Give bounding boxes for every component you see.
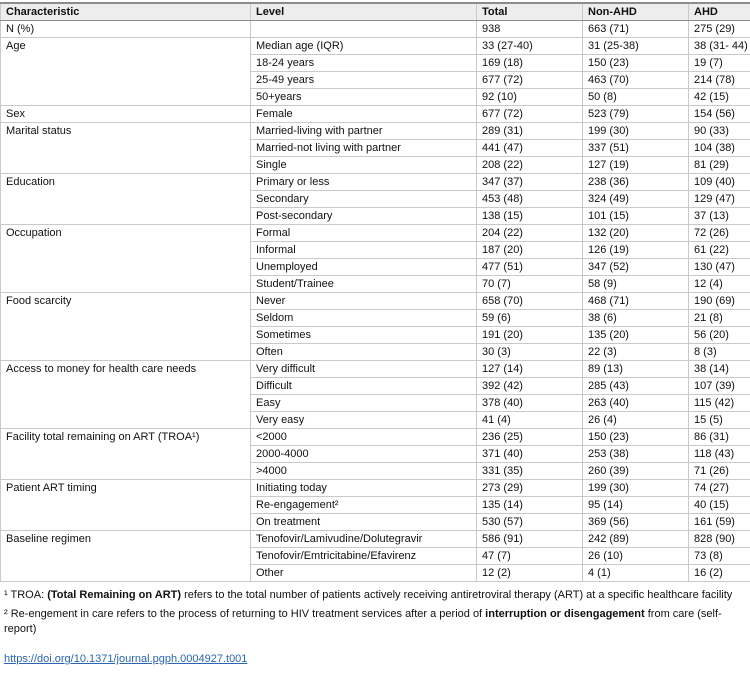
total-cell: 658 (70) (477, 293, 583, 310)
total-cell: 169 (18) (477, 55, 583, 72)
total-cell: 236 (25) (477, 429, 583, 446)
total-cell: 441 (47) (477, 140, 583, 157)
ahd-cell: 38 (31- 44) (689, 38, 750, 55)
total-cell: 331 (35) (477, 463, 583, 480)
non-ahd-cell: 337 (51) (583, 140, 689, 157)
table-row (1, 123, 750, 140)
non-ahd-cell: 324 (49) (583, 191, 689, 208)
col-header-level: Level (251, 3, 477, 21)
level-cell: Seldom (251, 310, 477, 327)
ahd-cell: 61 (22) (689, 242, 750, 259)
characteristic-cell: Sex (1, 106, 251, 123)
ahd-cell: 19 (7) (689, 55, 750, 72)
characteristic-cell: Facility total remaining on ART (TROA¹) (1, 429, 251, 480)
non-ahd-cell: 260 (39) (583, 463, 689, 480)
ahd-cell: 90 (33) (689, 123, 750, 140)
total-cell: 392 (42) (477, 378, 583, 395)
footnote (4, 607, 746, 637)
non-ahd-cell: 242 (89) (583, 531, 689, 548)
col-header-total: Total (477, 3, 583, 21)
level-cell: Married-not living with partner (251, 140, 477, 157)
level-cell: 18-24 years (251, 55, 477, 72)
ahd-cell: 130 (47) (689, 259, 750, 276)
ahd-cell: 37 (13) (689, 208, 750, 225)
non-ahd-cell: 199 (30) (583, 123, 689, 140)
level-cell: Tenofovir/Lamivudine/Dolutegravir (251, 531, 477, 548)
level-cell: On treatment (251, 514, 477, 531)
level-cell: >4000 (251, 463, 477, 480)
ahd-cell: 828 (90) (689, 531, 750, 548)
non-ahd-cell: 468 (71) (583, 293, 689, 310)
non-ahd-cell: 26 (10) (583, 548, 689, 565)
total-cell: 41 (4) (477, 412, 583, 429)
ahd-cell: 214 (78) (689, 72, 750, 89)
level-cell: Primary or less (251, 174, 477, 191)
ahd-cell: 21 (8) (689, 310, 750, 327)
total-cell: 127 (14) (477, 361, 583, 378)
doi-link[interactable]: https://doi.org/10.1371/journal.pgph.0004927.t001 (4, 653, 248, 665)
ahd-cell: 81 (29) (689, 157, 750, 174)
ahd-cell: 118 (43) (689, 446, 750, 463)
footnote-text: ¹ TROA: (4, 589, 48, 601)
non-ahd-cell: 31 (25-38) (583, 38, 689, 55)
total-cell: 453 (48) (477, 191, 583, 208)
non-ahd-cell: 89 (13) (583, 361, 689, 378)
total-cell: 204 (22) (477, 225, 583, 242)
footnote-text: refers to the total number of patients actively receiving antiretroviral therapy (ART) at a specific healthcare facility (181, 589, 733, 601)
total-cell: 59 (6) (477, 310, 583, 327)
level-cell: Married-living with partner (251, 123, 477, 140)
total-cell: 677 (72) (477, 72, 583, 89)
total-cell: 191 (20) (477, 327, 583, 344)
ahd-cell: 8 (3) (689, 344, 750, 361)
total-cell: 677 (72) (477, 106, 583, 123)
level-cell: Very difficult (251, 361, 477, 378)
level-cell: Initiating today (251, 480, 477, 497)
level-cell: Median age (IQR) (251, 38, 477, 55)
level-cell: Single (251, 157, 477, 174)
ahd-cell: 38 (14) (689, 361, 750, 378)
ahd-cell: 109 (40) (689, 174, 750, 191)
level-cell: Student/Trainee (251, 276, 477, 293)
characteristic-cell: Education (1, 174, 251, 225)
total-cell: 12 (2) (477, 565, 583, 582)
ahd-cell: 71 (26) (689, 463, 750, 480)
footnote-text: from care (self-report) (4, 608, 722, 635)
total-cell: 371 (40) (477, 446, 583, 463)
ahd-cell: 86 (31) (689, 429, 750, 446)
table-row (1, 361, 750, 378)
footnote-bold-text: (Total Remaining on ART) (47, 589, 182, 601)
non-ahd-cell: 101 (15) (583, 208, 689, 225)
footnote-bold-text: interruption or disengagement (485, 608, 645, 620)
total-cell: 530 (57) (477, 514, 583, 531)
ahd-cell: 154 (56) (689, 106, 750, 123)
non-ahd-cell: 95 (14) (583, 497, 689, 514)
col-header-non-ahd: Non-AHD (583, 3, 689, 21)
non-ahd-cell: 238 (36) (583, 174, 689, 191)
characteristic-cell: Age (1, 38, 251, 106)
ahd-cell: 115 (42) (689, 395, 750, 412)
total-cell: 70 (7) (477, 276, 583, 293)
ahd-cell: 190 (69) (689, 293, 750, 310)
footnotes (0, 582, 750, 637)
total-cell: 378 (40) (477, 395, 583, 412)
table-row (1, 21, 750, 38)
characteristic-cell: Food scarcity (1, 293, 251, 361)
level-cell: Female (251, 106, 477, 123)
total-cell: 477 (51) (477, 259, 583, 276)
header-row (1, 3, 750, 21)
level-cell: Never (251, 293, 477, 310)
non-ahd-cell: 463 (70) (583, 72, 689, 89)
footnote-text: ² Re-engement in care refers to the process of returning to HIV treatment services after a period of (4, 608, 486, 620)
ahd-cell: 12 (4) (689, 276, 750, 293)
non-ahd-cell: 150 (23) (583, 429, 689, 446)
non-ahd-cell: 253 (38) (583, 446, 689, 463)
total-cell: 208 (22) (477, 157, 583, 174)
non-ahd-cell: 126 (19) (583, 242, 689, 259)
non-ahd-cell: 347 (52) (583, 259, 689, 276)
level-cell: 50+years (251, 89, 477, 106)
characteristic-cell: Occupation (1, 225, 251, 293)
non-ahd-cell: 132 (20) (583, 225, 689, 242)
level-cell: Formal (251, 225, 477, 242)
table-row (1, 531, 750, 548)
non-ahd-cell: 285 (43) (583, 378, 689, 395)
non-ahd-cell: 263 (40) (583, 395, 689, 412)
total-cell: 347 (37) (477, 174, 583, 191)
table-row (1, 174, 750, 191)
characteristic-cell: Baseline regimen (1, 531, 251, 582)
level-cell: Informal (251, 242, 477, 259)
total-cell: 135 (14) (477, 497, 583, 514)
ahd-cell: 40 (15) (689, 497, 750, 514)
level-cell: Easy (251, 395, 477, 412)
total-cell: 938 (477, 21, 583, 38)
level-cell: Post-secondary (251, 208, 477, 225)
ahd-cell: 104 (38) (689, 140, 750, 157)
non-ahd-cell: 369 (56) (583, 514, 689, 531)
total-cell: 47 (7) (477, 548, 583, 565)
level-cell: 25-49 years (251, 72, 477, 89)
level-cell: Difficult (251, 378, 477, 395)
non-ahd-cell: 663 (71) (583, 21, 689, 38)
total-cell: 92 (10) (477, 89, 583, 106)
col-header-ahd: AHD (689, 3, 750, 21)
ahd-cell: 42 (15) (689, 89, 750, 106)
total-cell: 33 (27-40) (477, 38, 583, 55)
level-cell: Re-engagement² (251, 497, 477, 514)
ahd-cell: 56 (20) (689, 327, 750, 344)
non-ahd-cell: 26 (4) (583, 412, 689, 429)
ahd-cell: 15 (5) (689, 412, 750, 429)
ahd-cell: 72 (26) (689, 225, 750, 242)
total-cell: 273 (29) (477, 480, 583, 497)
non-ahd-cell: 127 (19) (583, 157, 689, 174)
non-ahd-cell: 150 (23) (583, 55, 689, 72)
characteristic-cell: Patient ART timing (1, 480, 251, 531)
ahd-cell: 275 (29) (689, 21, 750, 38)
non-ahd-cell: 58 (9) (583, 276, 689, 293)
ahd-cell: 74 (27) (689, 480, 750, 497)
table-row (1, 38, 750, 55)
level-cell: Unemployed (251, 259, 477, 276)
table-row (1, 480, 750, 497)
level-cell: Often (251, 344, 477, 361)
characteristics-table (0, 2, 750, 582)
level-cell: <2000 (251, 429, 477, 446)
level-cell: Tenofovir/Emtricitabine/Efavirenz (251, 548, 477, 565)
non-ahd-cell: 22 (3) (583, 344, 689, 361)
level-cell: Secondary (251, 191, 477, 208)
ahd-cell: 107 (39) (689, 378, 750, 395)
level-cell: Very easy (251, 412, 477, 429)
characteristic-cell: Marital status (1, 123, 251, 174)
non-ahd-cell: 38 (6) (583, 310, 689, 327)
non-ahd-cell: 523 (79) (583, 106, 689, 123)
table-row (1, 293, 750, 310)
characteristic-cell: Access to money for health care needs (1, 361, 251, 429)
total-cell: 138 (15) (477, 208, 583, 225)
table-row (1, 225, 750, 242)
non-ahd-cell: 50 (8) (583, 89, 689, 106)
non-ahd-cell: 135 (20) (583, 327, 689, 344)
ahd-cell: 16 (2) (689, 565, 750, 582)
table-row (1, 429, 750, 446)
non-ahd-cell: 199 (30) (583, 480, 689, 497)
level-cell: Other (251, 565, 477, 582)
level-cell: 2000-4000 (251, 446, 477, 463)
total-cell: 187 (20) (477, 242, 583, 259)
total-cell: 289 (31) (477, 123, 583, 140)
total-cell: 30 (3) (477, 344, 583, 361)
ahd-cell: 161 (59) (689, 514, 750, 531)
table-row (1, 106, 750, 123)
col-header-characteristic: Characteristic (1, 3, 251, 21)
ahd-cell: 73 (8) (689, 548, 750, 565)
level-cell: Sometimes (251, 327, 477, 344)
ahd-cell: 129 (47) (689, 191, 750, 208)
total-cell: 586 (91) (477, 531, 583, 548)
level-cell (251, 21, 477, 38)
footnote (4, 588, 746, 603)
non-ahd-cell: 4 (1) (583, 565, 689, 582)
characteristic-cell: N (%) (1, 21, 251, 38)
